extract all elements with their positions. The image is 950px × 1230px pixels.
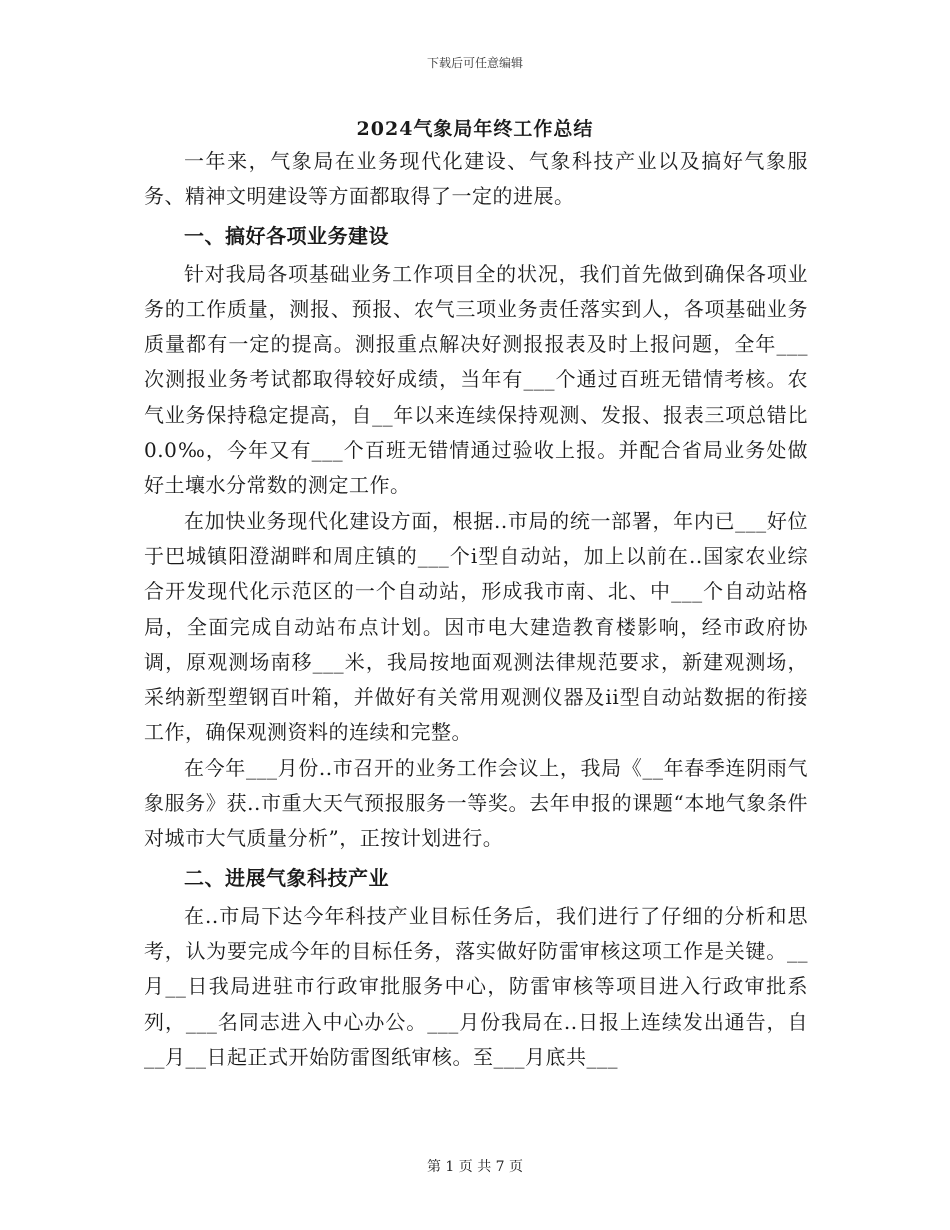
- section-1-paragraph-1: 针对我局各项基础业务工作项目全的状况，我们首先做到确保各项业务的工作质量，测报、预报、农气三项业务责任落实到人，各项基础业务质量都有一定的提高。测报重点解决好测报报表及时上报问题，全年___次测报业务考试都取得较好成绩，当年有___个通过百班无错情考核。农气业务保持稳定提高，自__年以来连续保持观测、发报、报表三项总错比0.0‰，今年又有___个百班无错情通过验收上报。并配合省局业务处做好土壤水分常数的测定工作。: [144, 261, 808, 498]
- section-2-heading: 二、进展气象科技产业: [184, 865, 389, 890]
- section-2-paragraph-1: 在..市局下达今年科技产业目标任务后，我们进行了仔细的分析和思考，认为要完成今年的目标任务，落实做好防雷审核这项工作是关键。__月__日我局进驻市行政审批服务中心，防雷审核等项目进入行政审批系列，___名同志进入中心办公。___月份我局在..日报上连续发出通告，自__月__日起正式开始防雷图纸审核。至___月底共___: [144, 903, 808, 1069]
- document-title: 2024气象局年终工作总结: [356, 118, 594, 140]
- section-1-heading: 一、搞好各项业务建设: [184, 223, 389, 248]
- document-body: [144, 144, 808, 1075]
- intro-paragraph: 一年来，气象局在业务现代化建设、气象科技产业以及搞好气象服务、精神文明建设等方面都取得了一定的进展。: [144, 149, 808, 209]
- page-footer: 第 1 页 共 7 页: [426, 1159, 524, 1175]
- section-1-paragraph-2: 在加快业务现代化建设方面，根据..市局的统一部署，年内已___好位于巴城镇阳澄湖畔和周庄镇的___个i型自动站，加上以前在..国家农业综合开发现代化示范区的一个自动站，形成我市南、北、中___个自动站格局，全面完成自动站布点计划。因市电大建造教育楼影响，经市政府协调，原观测场南移___米，我局按地面观测法律规范要求，新建观测场，采纳新型塑钢百叶箱，并做好有关常用观测仪器及ii型自动站数据的衔接工作，确保观测资料的连续和完整。: [144, 508, 808, 745]
- header-note: 下载后可任意编辑: [426, 56, 523, 70]
- section-1-paragraph-3: 在今年___月份..市召开的业务工作会议上，我局《__年春季连阴雨气象服务》获..市重大天气预报服务一等奖。去年申报的课题“本地气象条件对城市大气质量分析”，正按计划进行。: [144, 755, 808, 851]
